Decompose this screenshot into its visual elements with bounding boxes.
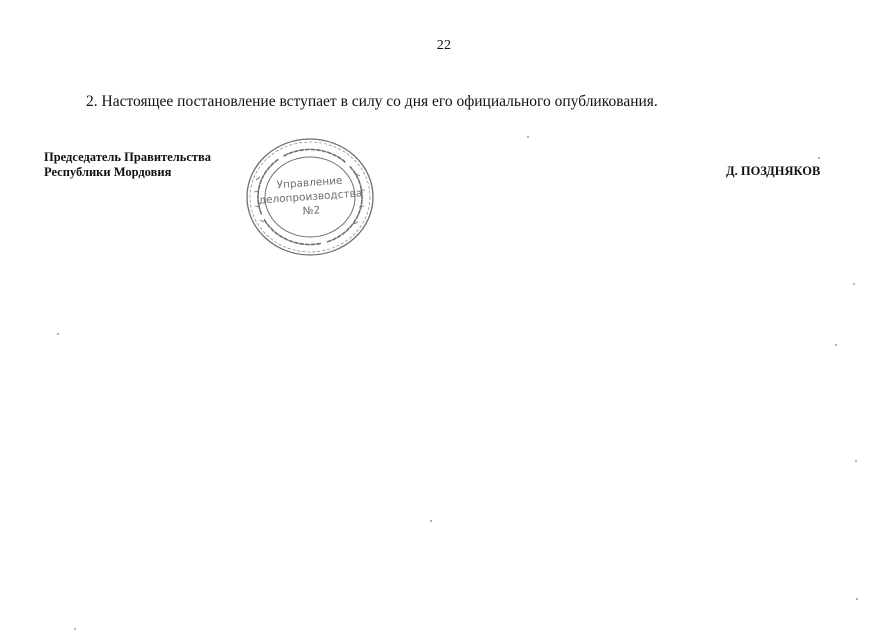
stamp-legend-stroke <box>300 244 304 245</box>
stamp-legend-stroke <box>289 240 292 241</box>
stamp-legend-stroke <box>359 180 360 183</box>
stamp-legend-stroke <box>294 151 297 152</box>
signatory-title <box>44 150 211 180</box>
stamp-legend-stroke <box>347 228 349 231</box>
stamp-legend-stroke <box>265 171 267 174</box>
scan-speck <box>853 283 855 285</box>
stamp-line-3: №2 <box>302 204 321 218</box>
stamp-legend-stroke <box>360 205 361 209</box>
stamp-legend-stroke <box>279 235 282 237</box>
stamp-legend-stroke <box>271 163 273 166</box>
stamp-legend-stroke <box>271 228 273 231</box>
stamp-legend-stroke <box>350 167 352 170</box>
stamp-line-1: Управление <box>276 174 343 192</box>
stamp-line-2: делопроизводства <box>258 187 363 207</box>
stamp-legend-stroke <box>356 215 358 218</box>
stamp-legend-stroke <box>289 152 292 153</box>
stamp-legend-stroke <box>268 167 270 170</box>
scan-speck <box>527 136 529 138</box>
resolution-paragraph: 2. Настоящее постановление вступает в силу со дня его официального опубликования. <box>86 93 658 110</box>
stamp-legend-stroke <box>259 185 260 189</box>
scan-speck <box>818 157 820 159</box>
scan-speck <box>835 344 837 346</box>
stamp-legend-stroke <box>300 150 304 151</box>
signatory-title-line-1: Председатель Правительства <box>44 150 212 164</box>
scan-speck <box>430 520 432 522</box>
stamp-legend-stroke <box>260 180 261 183</box>
stamp-legend-stroke <box>333 154 336 156</box>
stamp-legend-stroke <box>354 220 356 223</box>
stamp-legend-stroke <box>275 160 278 162</box>
stamp-legend-stroke <box>338 157 341 159</box>
scan-speck <box>74 628 76 630</box>
stamp-legend-stroke <box>275 232 278 234</box>
scan-speck <box>855 460 857 462</box>
stamp-legend-stroke <box>342 160 345 162</box>
stamp-legend-stroke <box>262 175 264 178</box>
stamp-legend-stroke <box>328 240 331 241</box>
official-stamp <box>238 130 382 264</box>
stamp-legend-stroke <box>359 210 360 213</box>
stamp-legend-stroke <box>342 232 345 234</box>
scan-speck <box>856 598 858 600</box>
signatory-title-line-2: Республики Мордовия <box>44 165 172 179</box>
stamp-legend-stroke <box>317 244 321 245</box>
stamp-legend-stroke <box>284 154 287 156</box>
signatory-name: Д. ПОЗДНЯКОВ <box>726 164 821 178</box>
stamp-legend-stroke <box>350 224 352 227</box>
stamp-legend-stroke <box>333 238 336 240</box>
stamp-legend-stroke <box>260 210 261 213</box>
stamp-legend-stroke <box>265 220 267 223</box>
stamp-legend-stroke <box>294 242 297 243</box>
stamp-legend-stroke <box>268 224 270 227</box>
stamp-legend-stroke <box>317 150 321 151</box>
stamp-legend-stroke <box>338 235 341 237</box>
stamp-legend-stroke <box>322 151 325 152</box>
stamp-legend-stroke <box>328 152 331 153</box>
page-number: 22 <box>436 38 452 53</box>
scan-speck <box>57 333 59 335</box>
stamp-legend-stroke <box>354 171 356 174</box>
stamp-legend-stroke <box>356 175 358 178</box>
stamp-seal-icon <box>238 130 382 264</box>
stamp-legend-stroke <box>284 238 287 240</box>
